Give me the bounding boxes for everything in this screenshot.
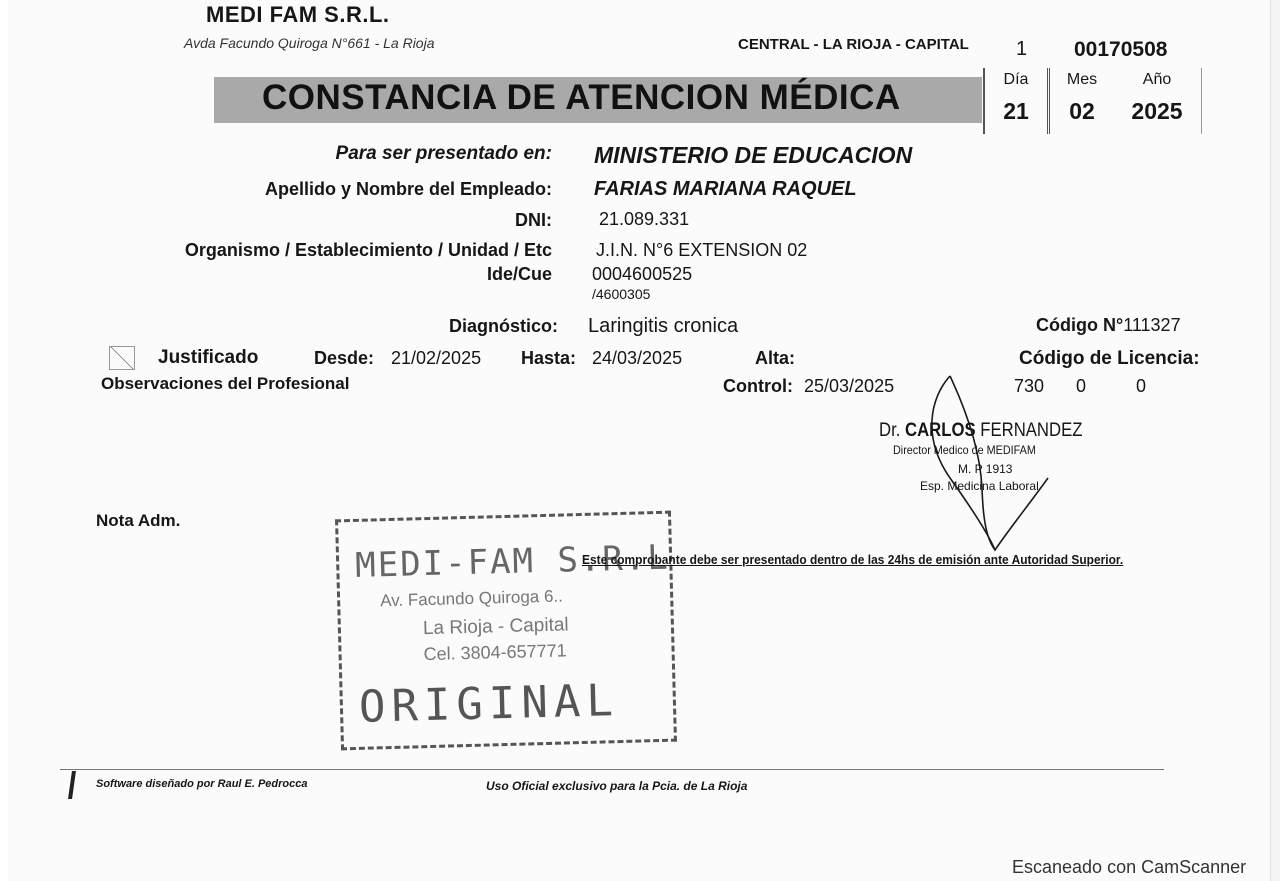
- doctor-mp: M. P 1913: [958, 462, 1013, 476]
- employee-name-label: Apellido y Nombre del Empleado:: [264, 179, 552, 199]
- stamp-original: ORIGINAL: [358, 675, 620, 733]
- page-edge: [1270, 0, 1280, 881]
- desde-value: 21/02/2025: [391, 348, 482, 368]
- stamp-line: La Rioja - Capital: [422, 614, 569, 640]
- date-box: [983, 68, 1203, 134]
- justificado-label: Justificado: [158, 347, 259, 368]
- doctor-name-prefix: Dr.: [879, 420, 906, 441]
- codigo-licencia-label: Código de Licencia:: [1019, 348, 1200, 369]
- codigo-licencia-value: 730: [1014, 376, 1045, 396]
- dni-value: 21.089.331: [599, 209, 690, 229]
- date-day-label: Día: [1003, 71, 1029, 88]
- doctor-title: Director Medico de MEDIFAM: [893, 443, 1036, 457]
- footer-divider: [60, 769, 1164, 770]
- codigo-licencia-value: 0: [1136, 376, 1147, 396]
- date-month-value: 02: [1069, 98, 1095, 124]
- document-title: CONSTANCIA DE ATENCION MÉDICA: [262, 78, 901, 117]
- nota-adm-label: Nota Adm.: [96, 511, 181, 530]
- serial-number: 00170508: [1074, 38, 1168, 61]
- organismo-value: J.I.N. N°6 EXTENSION 02: [596, 240, 808, 260]
- doctor-name: [879, 420, 1082, 442]
- date-day-value: 21: [1003, 98, 1029, 124]
- organismo-label: Organismo / Establecimiento / Unidad / Etc: [184, 240, 552, 260]
- date-month-cell: [1047, 68, 1114, 134]
- stamp-line: MEDI-FAM S.R.L: [354, 537, 671, 586]
- official-use-note: Uso Oficial exclusivo para la Pcia. de La Rioja: [486, 779, 748, 793]
- software-credit: Software diseñado por Raul E. Pedrocca: [96, 778, 308, 790]
- date-year-cell: [1113, 68, 1202, 134]
- document-page: [8, 0, 1270, 881]
- observaciones-label: Observaciones del Profesional: [101, 374, 350, 393]
- desde-label: Desde:: [314, 348, 375, 368]
- codigo-value: 111327: [1123, 315, 1181, 335]
- date-day-cell: [983, 68, 1047, 134]
- presentado-value: MINISTERIO DE EDUCACION: [594, 142, 913, 168]
- stamp-line: Cel. 3804-657771: [423, 640, 567, 665]
- doctor-name-bold: CARLOS: [905, 420, 976, 441]
- date-month-label: Mes: [1066, 71, 1098, 88]
- codigo-number: [1036, 315, 1181, 336]
- control-value: 25/03/2025: [804, 376, 895, 396]
- diagnostico-value: Laringitis cronica: [588, 315, 739, 337]
- presentado-label: Para ser presentado en:: [335, 143, 552, 164]
- date-year-label: Año: [1142, 71, 1172, 88]
- scanner-watermark: Escaneado con CamScanner: [1012, 857, 1247, 877]
- codigo-label: Código N°: [1036, 315, 1124, 335]
- date-year-value: 2025: [1131, 98, 1183, 124]
- footer-mark-icon: [68, 771, 76, 799]
- codigo-licencia-value: 0: [1076, 376, 1087, 396]
- cue-value: 0004600525: [592, 264, 693, 284]
- doctor-name-rest: FERNANDEZ: [975, 420, 1083, 441]
- dni-label: DNI:: [515, 210, 552, 230]
- company-stamp: [335, 511, 677, 751]
- presentation-notice: Este comprobante debe ser presentado dentro de las 24hs de emisión ante Autoridad Superior.: [582, 552, 1124, 567]
- serial-prefix: 1: [1016, 38, 1028, 60]
- stamp-line: Av. Facundo Quiroga 6..: [379, 586, 564, 611]
- cue-label: Ide/Cue: [486, 264, 552, 284]
- branch-label: CENTRAL - LA RIOJA - CAPITAL: [738, 36, 969, 53]
- control-label: Control:: [723, 376, 793, 396]
- hasta-value: 24/03/2025: [592, 348, 683, 368]
- company-address: Avda Facundo Quiroga N°661 - La Rioja: [184, 35, 435, 51]
- employee-name-value: FARIAS MARIANA RAQUEL: [594, 178, 857, 200]
- company-name: MEDI FAM S.R.L.: [206, 2, 390, 27]
- alta-label: Alta:: [755, 348, 795, 368]
- doctor-specialty: Esp. Medicina Laboral: [920, 479, 1039, 493]
- hasta-label: Hasta:: [521, 348, 577, 368]
- diagnostico-label: Diagnóstico:: [448, 316, 558, 336]
- justificado-checkbox: [109, 346, 135, 370]
- cue-value-secondary: /4600305: [592, 286, 651, 302]
